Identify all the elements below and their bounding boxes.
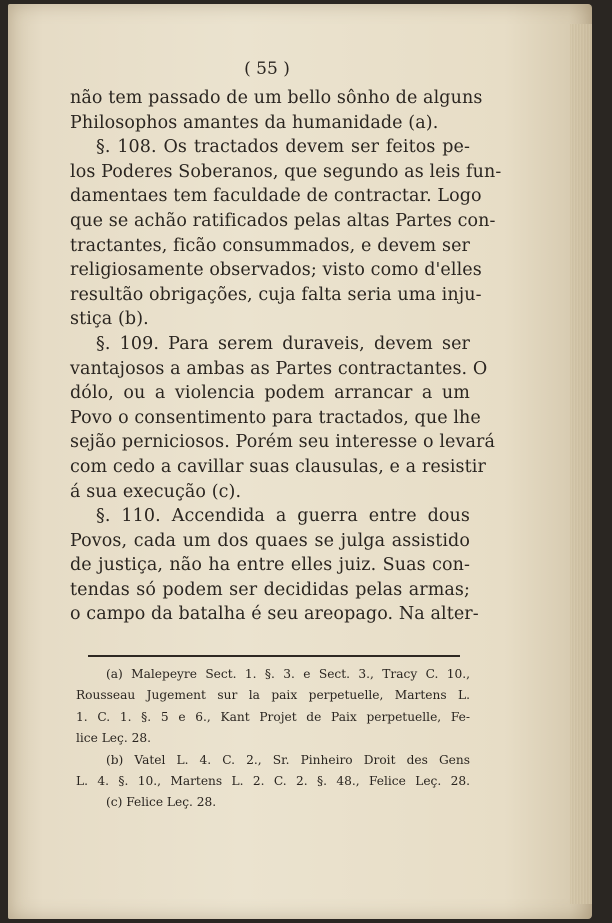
section-110-start: §. 110. Accendida a guerra entre dous [96, 506, 470, 527]
text-line: religiosamente observados; visto como d'elles [70, 260, 482, 281]
text-line: stiça (b). [70, 309, 149, 330]
footnote-line: L. 4. §. 10., Martens L. 2. C. 2. §. 48., Felice Leç. 28. [76, 773, 470, 788]
section-109-start: §. 109. Para serem duraveis, devem ser [96, 333, 470, 354]
footnote-line: lice Leç. 28. [76, 731, 151, 746]
text-line: Povos, cada um dos quaes se julga assistido [70, 530, 470, 551]
text-line: que se achão ratificados pelas altas Partes con- [70, 210, 496, 231]
text-line: Povo o consentimento para tractados, que lhe [70, 407, 481, 428]
text-line: tendas só podem ser decididas pelas armas; [70, 579, 470, 600]
footnote-divider [88, 655, 460, 657]
footnote-c: (c) Felice Leç. 28. [106, 795, 217, 810]
footnotes [76, 664, 470, 814]
text-line: vantajosos a ambas as Partes contractantes. O [70, 358, 488, 379]
section-108-start: §. 108. Os tractados devem ser feitos pe- [96, 137, 470, 158]
text-line: com cedo a cavillar suas clausulas, e a resistir [70, 456, 486, 477]
text-line: não tem passado de um bello sônho de alguns [70, 88, 483, 108]
footnote-a: (a) Malepeyre Sect. 1. §. 3. e Sect. 3., Tracy C. 10., [106, 667, 470, 681]
main-text [70, 56, 502, 627]
page-number: ( 55 ) [244, 59, 290, 79]
text-line: de justiça, não ha entre elles juiz. Suas con- [70, 555, 470, 576]
footnote-line: Rousseau Jugement sur la paix perpetuelle, Martens L. [76, 688, 470, 703]
text-line: dólo, ou a violencia podem arrancar a um [70, 383, 470, 404]
text-line: o campo da batalha é seu areopago. Na alter- [70, 604, 479, 625]
text-line: á sua execução (c). [70, 481, 242, 502]
footnote-line: 1. C. 1. §. 5 e 6., Kant Projet de Paix perpetuelle, Fe- [76, 709, 470, 724]
page-edge [570, 24, 592, 904]
text-line: resultão obrigações, cuja falta seria uma inju- [70, 284, 482, 305]
text-line: sejão perniciosos. Porém seu interesse o levará [70, 432, 496, 453]
text-line: damentaes tem faculdade de contractar. Logo [70, 186, 482, 207]
text-line: los Poderes Soberanos, que segundo as leis fun- [70, 161, 502, 182]
text-line: Philosophos amantes da humanidade (a). [70, 112, 439, 133]
footnote-b: (b) Vatel L. 4. C. 2., Sr. Pinheiro Droit des Gens [106, 752, 470, 767]
text-line: tractantes, ficão consummados, e devem ser [70, 235, 470, 256]
